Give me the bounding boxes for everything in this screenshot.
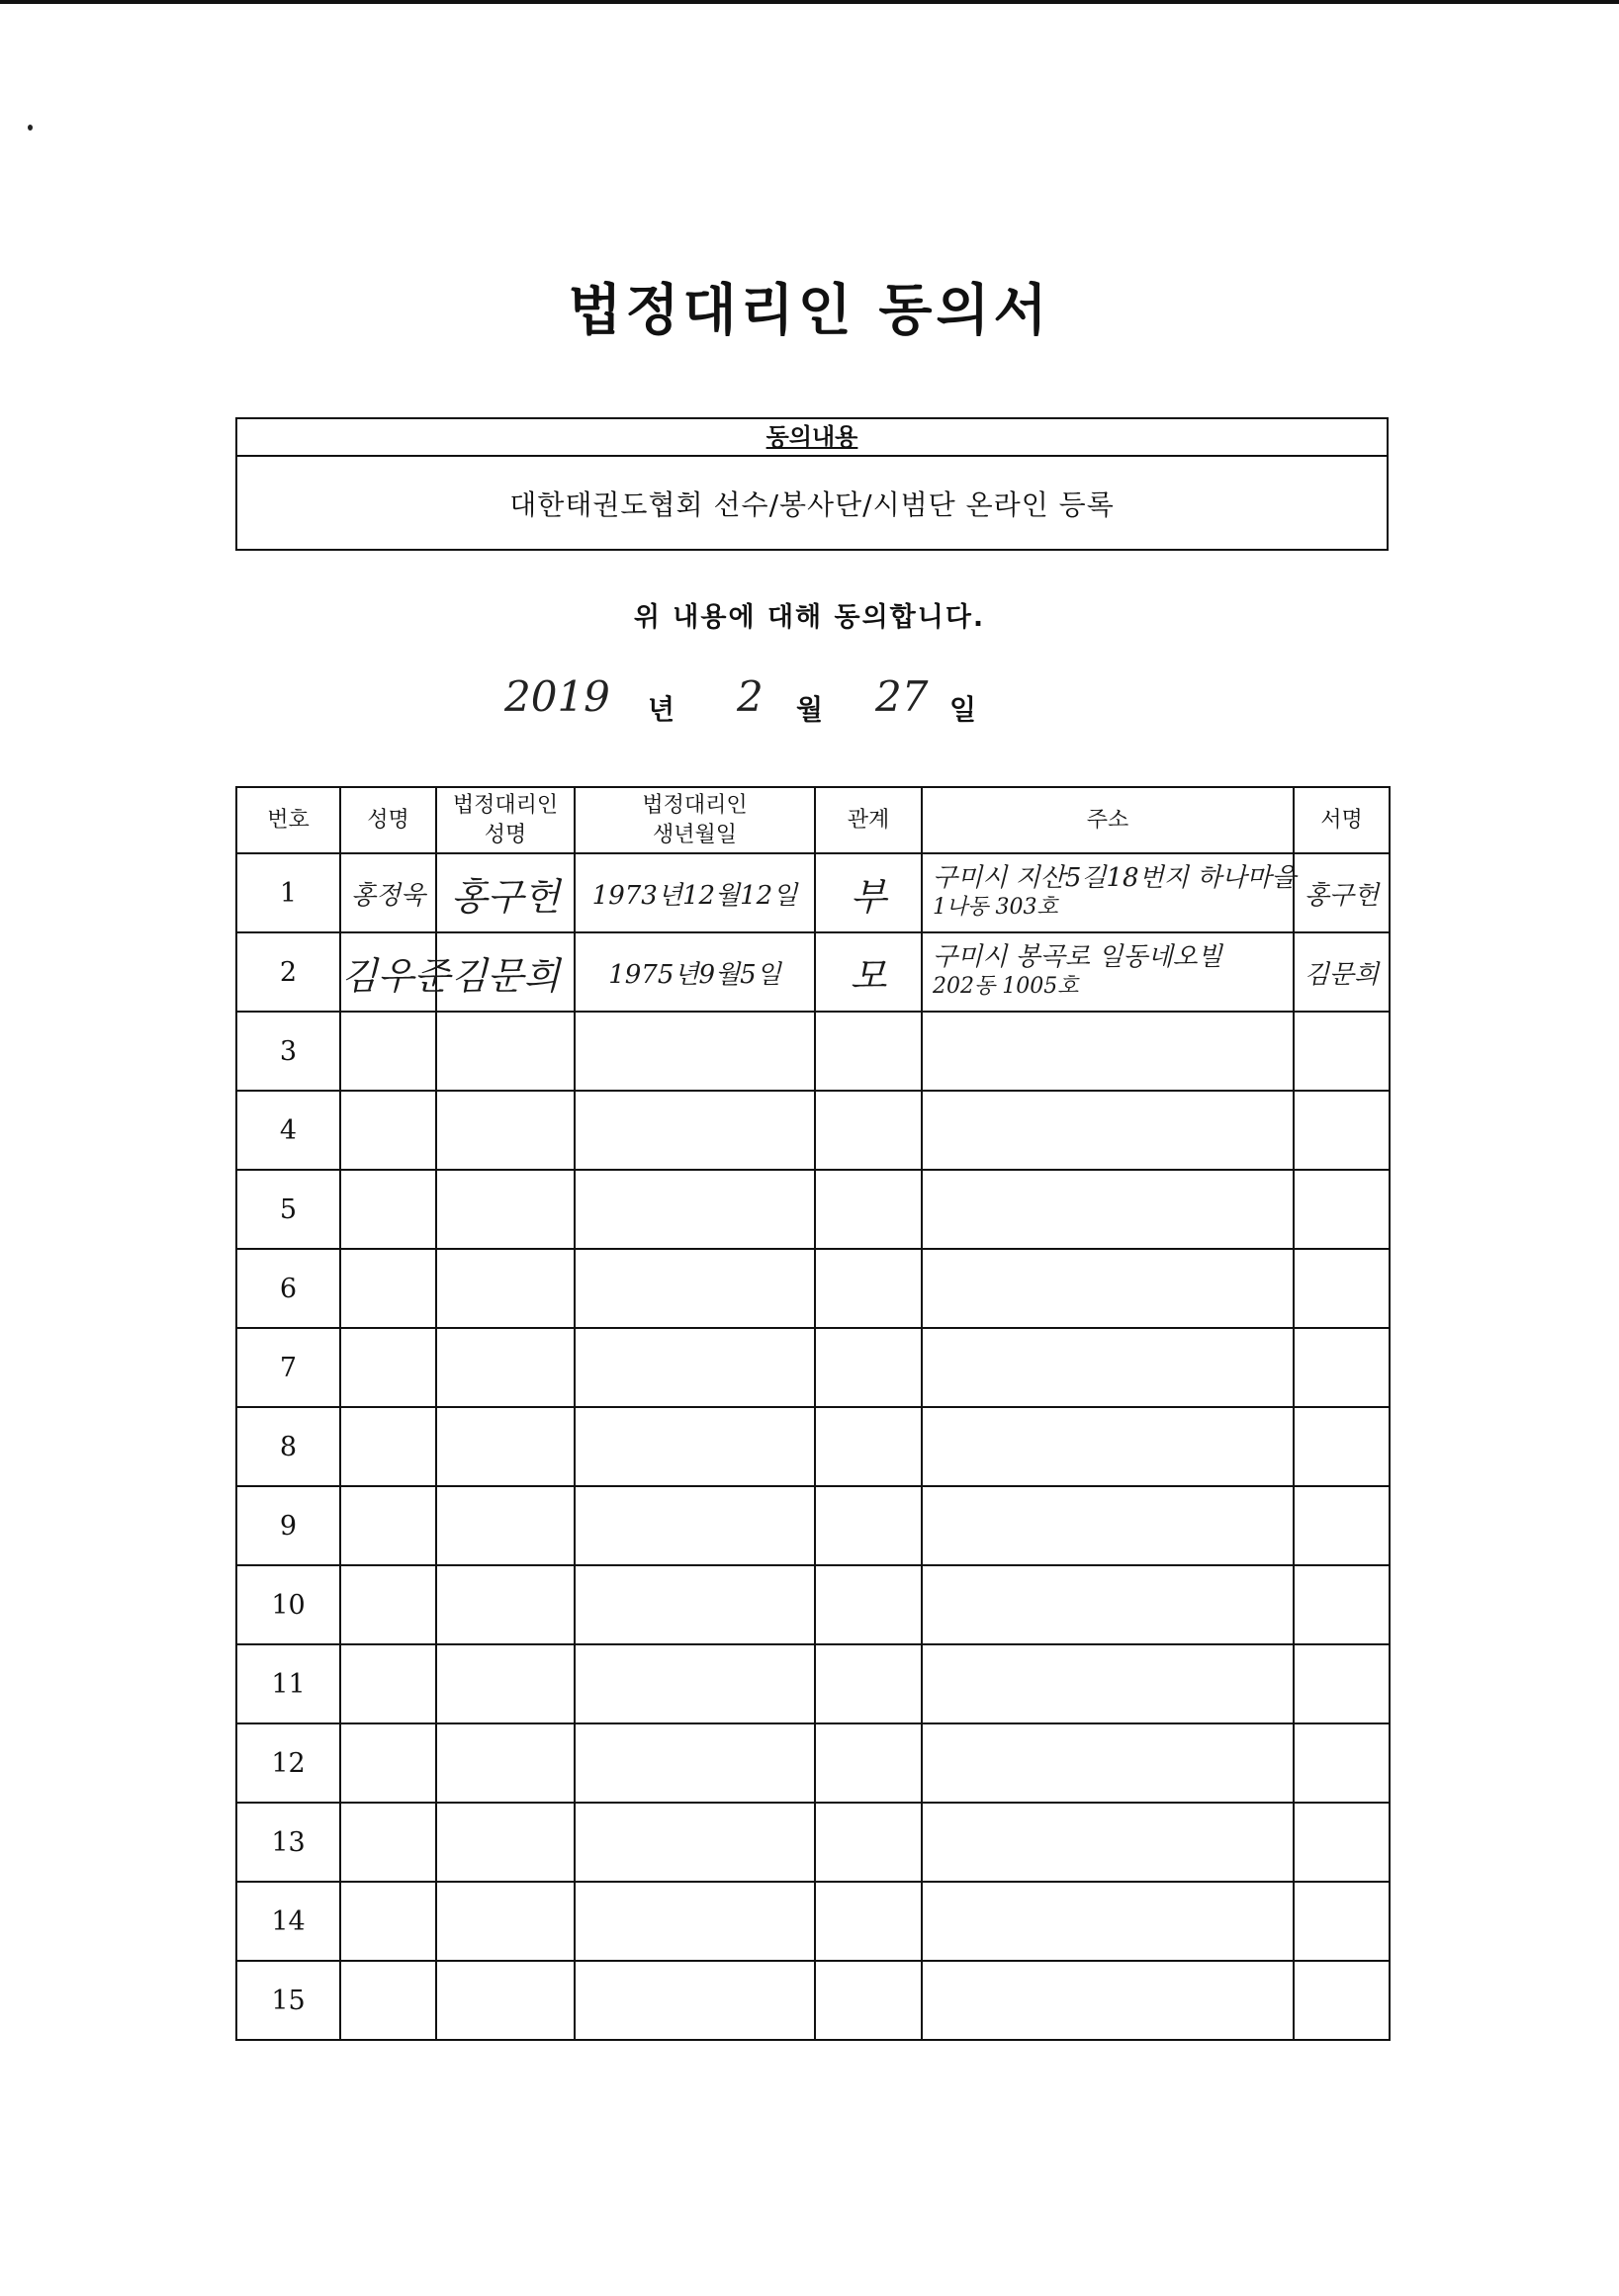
header-name: 성명 — [340, 787, 436, 853]
table-row — [236, 1328, 1390, 1407]
cell-guardian-birth — [575, 1328, 815, 1407]
cell-name-text: 홍정욱 — [350, 880, 426, 911]
agreement-statement: 위 내용에 대해 동의합니다. — [633, 602, 986, 633]
cell-number: 2 — [236, 932, 340, 1012]
header-guardian-name-line1: 법정대리인 — [452, 792, 559, 818]
cell-guardian-name-text: 김문희 — [450, 953, 561, 998]
header-guardian-name-line2: 성명 — [484, 822, 527, 847]
cell-name — [340, 1882, 436, 1961]
cell-address — [922, 1091, 1294, 1170]
cell-signature — [1294, 1170, 1390, 1249]
cell-guardian-name — [436, 1407, 575, 1486]
consent-header — [237, 419, 1387, 457]
date-day-label: 일 — [949, 693, 977, 726]
cell-guardian-name-text: 홍구헌 — [450, 874, 561, 919]
cell-signature — [1294, 932, 1390, 1012]
cell-name — [340, 1249, 436, 1328]
cell-relation — [815, 1249, 922, 1328]
header-number: 번호 — [236, 787, 340, 853]
cell-guardian-name — [436, 853, 575, 932]
consent-header-text: 동의내용 — [765, 423, 858, 451]
cell-guardian-birth — [575, 853, 815, 932]
cell-relation — [815, 1407, 922, 1486]
cell-signature — [1294, 1486, 1390, 1565]
cell-guardian-name — [436, 1961, 575, 2040]
cell-signature — [1294, 1644, 1390, 1723]
header-signature: 서명 — [1294, 787, 1390, 853]
cell-signature — [1294, 1565, 1390, 1644]
cell-guardian-birth — [575, 1012, 815, 1091]
cell-guardian-name — [436, 1091, 575, 1170]
cell-name — [340, 1170, 436, 1249]
table-row — [236, 1407, 1390, 1486]
cell-relation — [815, 1882, 922, 1961]
cell-name — [340, 1644, 436, 1723]
cell-address — [922, 1644, 1294, 1723]
cell-name — [340, 853, 436, 932]
cell-number: 4 — [236, 1091, 340, 1170]
cell-address — [922, 1170, 1294, 1249]
cell-address — [922, 1249, 1294, 1328]
cell-signature — [1294, 1249, 1390, 1328]
cell-signature — [1294, 1803, 1390, 1882]
cell-guardian-birth — [575, 1407, 815, 1486]
cell-relation — [815, 1961, 922, 2040]
cell-signature — [1294, 1882, 1390, 1961]
cell-signature — [1294, 1723, 1390, 1803]
cell-guardian-name — [436, 1803, 575, 1882]
cell-name — [340, 1091, 436, 1170]
table-header-row — [236, 787, 1390, 853]
scan-speck — [28, 125, 33, 131]
cell-address — [922, 853, 1297, 932]
document-title: 법정대리인 동의서 — [568, 279, 1051, 343]
cell-guardian-name — [436, 1249, 575, 1328]
cell-name — [340, 1565, 436, 1644]
cell-guardian-birth — [575, 1882, 815, 1961]
cell-guardian-birth — [575, 1170, 815, 1249]
cell-address — [922, 1407, 1294, 1486]
cell-signature-text: 김문희 — [1304, 959, 1380, 990]
cell-guardian-name — [436, 1644, 575, 1723]
cell-number: 8 — [236, 1407, 340, 1486]
cell-guardian-name — [436, 1882, 575, 1961]
cell-number: 9 — [236, 1486, 340, 1565]
cell-relation — [815, 853, 922, 932]
cell-signature — [1294, 1407, 1390, 1486]
cell-guardian-birth — [575, 1091, 815, 1170]
table-row — [236, 1486, 1390, 1565]
cell-guardian-birth — [575, 1249, 815, 1328]
cell-relation — [815, 1486, 922, 1565]
cell-address-line2: 1나동 303호 — [933, 895, 1058, 920]
cell-relation-text: 부 — [850, 874, 887, 919]
cell-address-line1: 구미시 봉곡로 일동네오빌 — [933, 942, 1222, 972]
cell-signature — [1294, 1328, 1390, 1407]
cell-name — [340, 1961, 436, 2040]
table-row — [236, 1961, 1390, 2040]
date-month-value: 2 — [737, 672, 764, 721]
table-row — [236, 853, 1390, 932]
cell-guardian-birth-text: 1975년9월5일 — [608, 959, 781, 990]
cell-number: 10 — [236, 1565, 340, 1644]
cell-relation — [815, 1565, 922, 1644]
cell-relation-text: 모 — [850, 953, 887, 998]
cell-name — [340, 932, 451, 1012]
cell-number: 15 — [236, 1961, 340, 2040]
cell-name-text: 김우준 — [341, 953, 451, 998]
cell-address — [922, 1328, 1294, 1407]
table-row — [236, 932, 1390, 1012]
cell-address — [922, 1723, 1294, 1803]
cell-relation — [815, 932, 922, 1012]
cell-signature — [1294, 853, 1390, 932]
consent-body: 대한태권도협회 선수/봉사단/시범단 온라인 등록 — [509, 488, 1115, 521]
table-body — [236, 853, 1390, 2040]
table-row — [236, 1882, 1390, 1961]
cell-address — [922, 1882, 1294, 1961]
header-guardian-birth-line1: 법정대리인 — [642, 792, 748, 818]
cell-relation — [815, 1012, 922, 1091]
date-year-value: 2019 — [504, 672, 610, 721]
cell-signature — [1294, 1091, 1390, 1170]
table-row — [236, 1803, 1390, 1882]
registration-table — [235, 786, 1391, 2041]
table-row — [236, 1723, 1390, 1803]
cell-guardian-name — [436, 1328, 575, 1407]
header-address: 주소 — [922, 787, 1294, 853]
cell-address — [922, 1012, 1294, 1091]
cell-number: 7 — [236, 1328, 340, 1407]
cell-name — [340, 1723, 436, 1803]
header-guardian-name — [436, 787, 575, 853]
date-line — [495, 672, 1048, 742]
cell-guardian-birth — [575, 1723, 815, 1803]
cell-name — [340, 1012, 436, 1091]
cell-address — [922, 1565, 1294, 1644]
cell-name — [340, 1407, 436, 1486]
table-row — [236, 1170, 1390, 1249]
cell-relation — [815, 1328, 922, 1407]
table-row — [236, 1249, 1390, 1328]
date-day-value: 27 — [875, 672, 929, 721]
cell-address — [922, 932, 1294, 1012]
date-year-label: 년 — [648, 693, 675, 726]
cell-signature — [1294, 1961, 1390, 2040]
consent-box — [235, 417, 1389, 551]
cell-guardian-name — [436, 1486, 575, 1565]
cell-relation — [815, 1803, 922, 1882]
cell-address-line1: 구미시 지산5길18번지 하나마을 — [933, 863, 1297, 893]
cell-address-line2: 202동 1005호 — [933, 974, 1079, 999]
top-border-rule — [0, 0, 1619, 4]
cell-address — [922, 1486, 1294, 1565]
cell-relation — [815, 1644, 922, 1723]
header-relation: 관계 — [815, 787, 922, 853]
cell-guardian-birth — [575, 1961, 815, 2040]
header-guardian-birth-line2: 생년월일 — [652, 822, 737, 847]
table-row — [236, 1012, 1390, 1091]
cell-address — [922, 1961, 1294, 2040]
cell-number: 6 — [236, 1249, 340, 1328]
cell-number: 3 — [236, 1012, 340, 1091]
cell-guardian-name — [436, 1565, 575, 1644]
cell-guardian-name — [436, 1170, 575, 1249]
cell-name — [340, 1486, 436, 1565]
cell-guardian-birth — [575, 1644, 815, 1723]
cell-guardian-birth — [575, 1486, 815, 1565]
cell-number: 14 — [236, 1882, 340, 1961]
table-row — [236, 1644, 1390, 1723]
cell-name — [340, 1803, 436, 1882]
cell-relation — [815, 1091, 922, 1170]
cell-number: 1 — [236, 853, 340, 932]
table-row — [236, 1565, 1390, 1644]
cell-signature-text: 홍구헌 — [1304, 880, 1380, 911]
cell-relation — [815, 1170, 922, 1249]
header-guardian-birth — [575, 787, 815, 853]
cell-guardian-birth — [575, 932, 815, 1012]
cell-guardian-birth — [575, 1565, 815, 1644]
cell-name — [340, 1328, 436, 1407]
table-row — [236, 1091, 1390, 1170]
cell-signature — [1294, 1012, 1390, 1091]
cell-address — [922, 1803, 1294, 1882]
cell-guardian-name — [436, 1012, 575, 1091]
cell-guardian-name — [436, 1723, 575, 1803]
cell-number: 5 — [236, 1170, 340, 1249]
cell-number: 11 — [236, 1644, 340, 1723]
date-month-label: 월 — [796, 693, 824, 726]
cell-guardian-birth — [575, 1803, 815, 1882]
cell-guardian-birth-text: 1973년12월12일 — [591, 880, 798, 911]
cell-guardian-name — [436, 932, 575, 1012]
cell-relation — [815, 1723, 922, 1803]
cell-number: 12 — [236, 1723, 340, 1803]
cell-number: 13 — [236, 1803, 340, 1882]
